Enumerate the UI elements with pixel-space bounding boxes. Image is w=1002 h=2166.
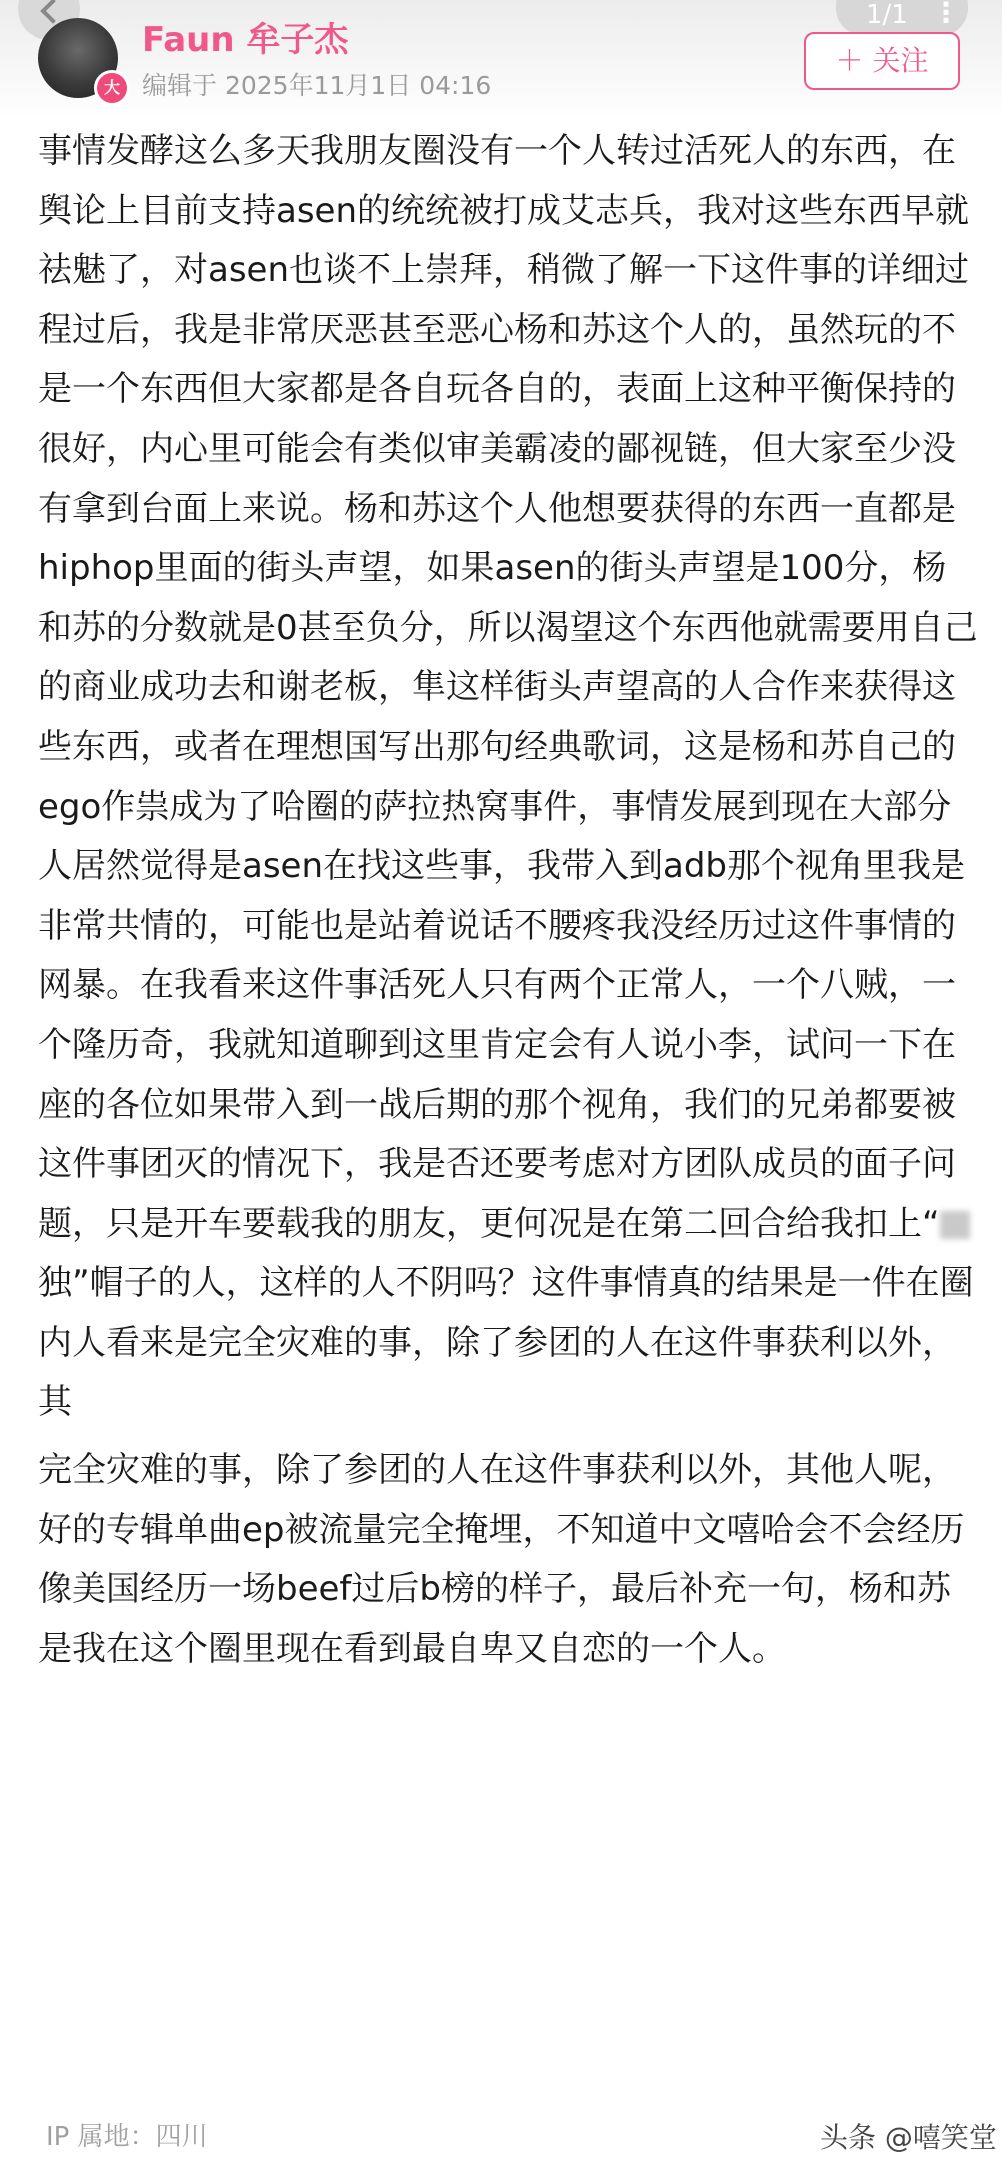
page-counter[interactable] — [836, 0, 968, 36]
more-icon[interactable]: ⋮ — [932, 0, 960, 29]
post-text-part1-continued: 独”帽子的人，这样的人不阴吗？这件事情真的结果是一件在圈内人看来是完全灾难的事，除了参团的人在这件事获利以外，其 — [38, 1263, 974, 1423]
follow-button[interactable]: ＋ 关注 — [804, 32, 960, 90]
post-paragraph-2: 完全灾难的事，除了参团的人在这件事获利以外，其他人呢，好的专辑单曲ep被流量完全掩埋，不知道中文嘻哈会不会经历像美国经历一场beef过后b榜的样子，最后补充一句，杨和苏是我在这个圈里现在看到最自卑又自恋的一个人。 — [38, 1450, 965, 1669]
watermark: 头条 @嘻笑堂 — [820, 2121, 997, 2154]
author-name[interactable]: Faun 牟子杰 — [142, 20, 349, 60]
ip-location: IP 属地：四川 — [46, 2122, 208, 2152]
verified-badge-icon: 大 — [94, 70, 130, 106]
post-text-part1: 事情发酵这么多天我朋友圈没有一个人转过活死人的东西，在舆论上目前支持asen的统统被打成艾志兵，我对这些东西早就祛魅了，对asen也谈不上崇拜，稍微了解一下这件事的详细过程过后，我是非常厌恶甚至恶心杨和苏这个人的，虽然玩的不是一个东西但大家都是各自玩各自的，表面上这种平衡保持的很好，内心里可能会有类似审美霸凌的鄙视链，但大家至少没有拿到台面上来说。杨和苏这个人他想要获得的东西一直都是hiphop里面的街头声望，如果asen的街头声望是100分，杨和苏的分数就是0甚至负分，所以渴望这个东西他就需要用自己的商业成功去和谢老板，隼这样街头声望高的人合作来获得这些东西，或者在理想国写出那句经典歌词，这是杨和苏自己的ego作祟成为了哈圈的萨拉热窝事件，事情发展到现在大部分人居然觉得是asen在找这些事，我带入到adb那个视角里我是非常共情的，可能也是站着说话不腰疼我没经历过这件事情的网暴。在我看来这件事活死人只有两个正常人，一个八贼，一个隆历奇，我就知道聊到这里肯定会有人说小李，试问一下在座的各位如果带入到一战后期的那个视角，我们的兄弟都要被这件事团灭的情况下，我是否还要考虑对方团队成员的面子问题，只是开车要载我的朋友，更何况是在第二回合给我扣上“ — [38, 131, 978, 1244]
redacted-word — [940, 1211, 970, 1239]
edit-timestamp: 编辑于 2025年11月1日 04:16 — [142, 71, 492, 100]
post-paragraph-1 — [38, 122, 978, 1433]
post-body — [38, 122, 978, 1679]
page-counter-text: 1/1 — [866, 0, 908, 30]
